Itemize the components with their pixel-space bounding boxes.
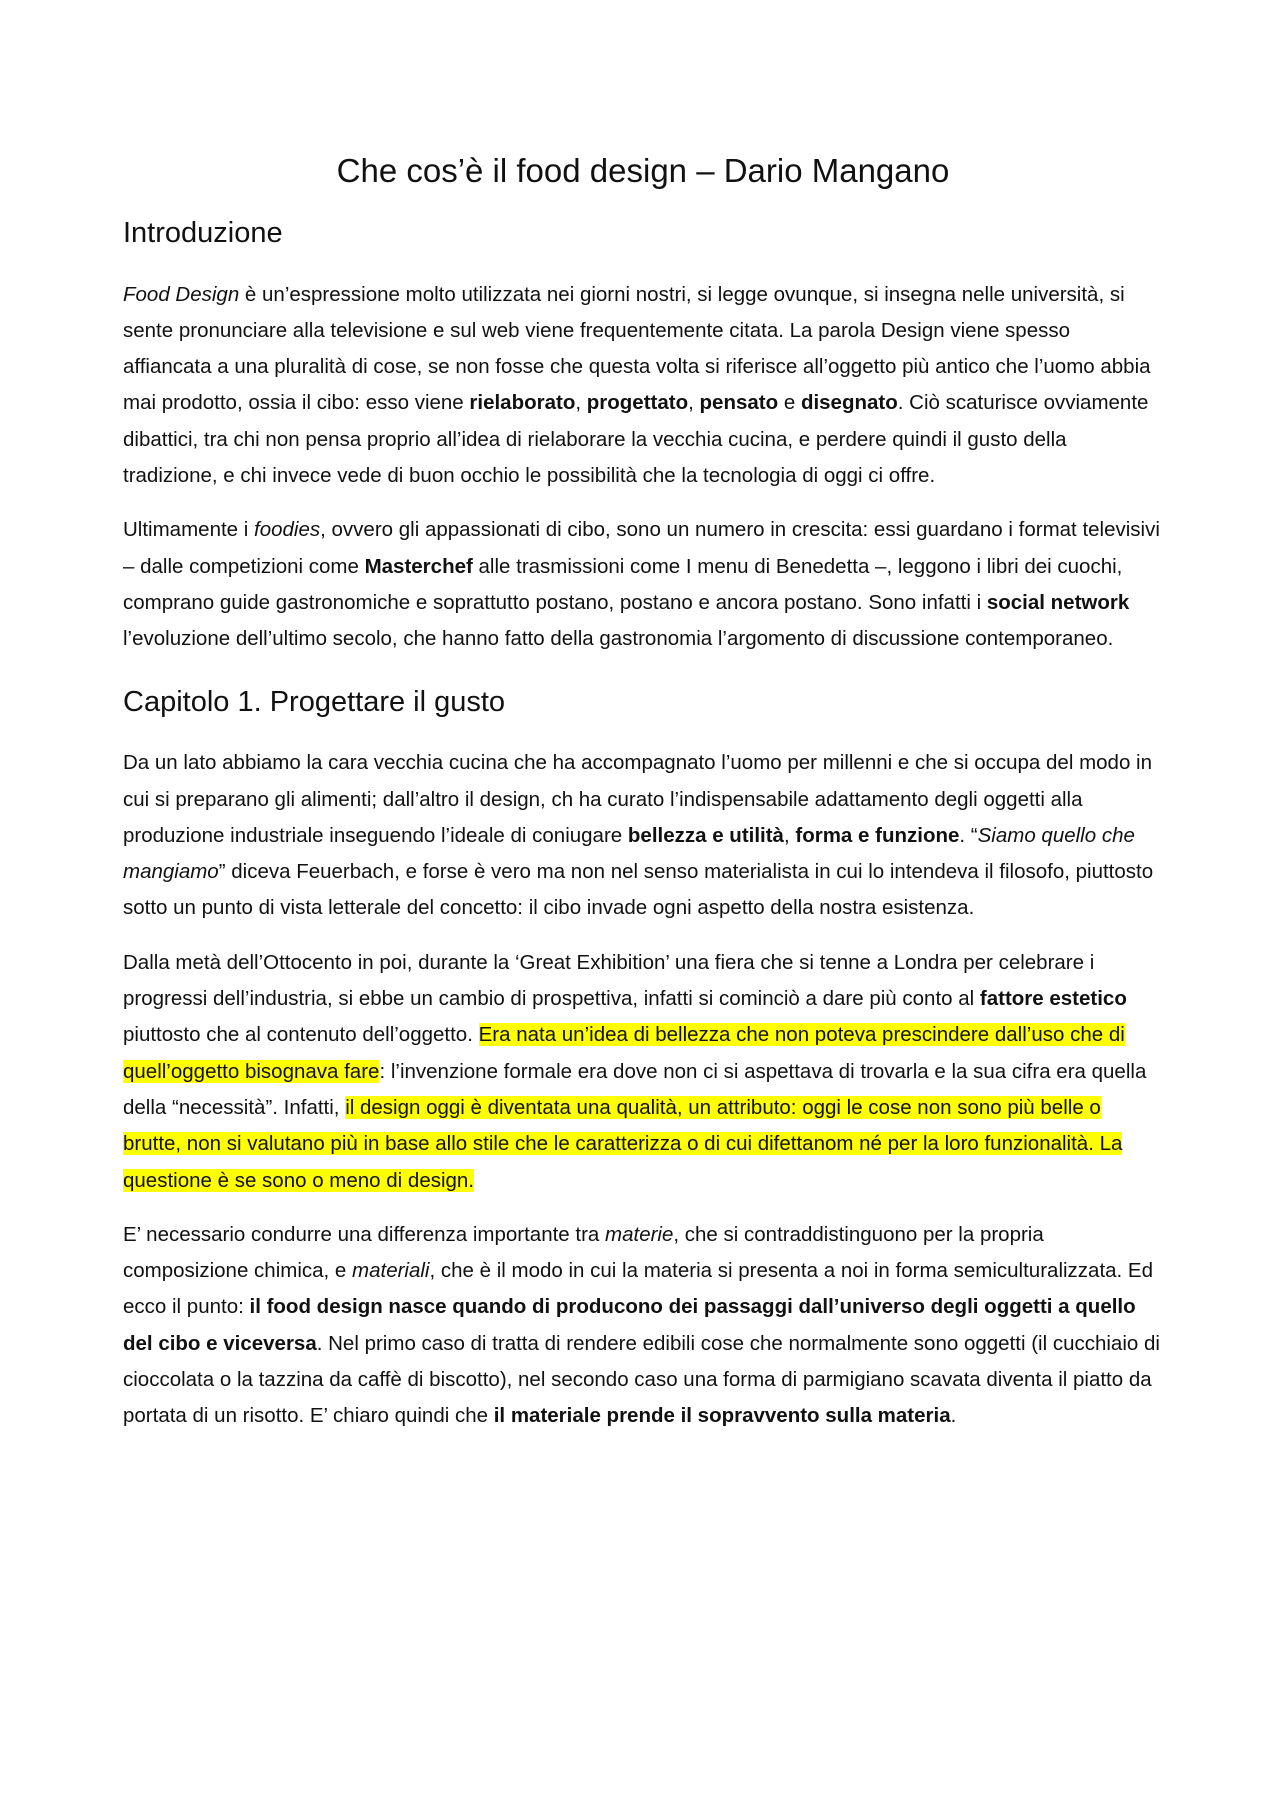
document-page: [123, 150, 1163, 1461]
text-run: .: [950, 1404, 957, 1428]
text-run: e: [778, 391, 801, 415]
italic-text: Food Design: [123, 282, 240, 306]
section-heading: Capitolo 1. Progettare il gusto: [123, 685, 506, 718]
text-run: . Nel primo caso di tratta di rendere edibili cose che normalmente sono oggetti (il cucchiaio di cioccolata o la tazzina da caffè di biscotto), nel secondo caso una forma di parmigiano scavata diventa il piatto da portata di un risotto. E’ chiaro quindi che: [123, 1331, 1160, 1428]
paragraph: [123, 512, 1163, 657]
highlighted-text: il design oggi è diventata una qualità, un attributo: oggi le cose non sono più belle o brutte, non si valutano più in base allo stile che le caratterizza o di cui difettanom né per la loro funzionalità. La questione è se sono o meno di design.: [123, 1095, 1123, 1192]
italic-text: foodies: [254, 518, 321, 542]
text-run: . Ciò scaturisce ovviamente dibattici, tra chi non pensa proprio all’idea di rielaborare la vecchia cucina, e perdere quindi il gusto della tradizione, e chi invece vede di buon occhio le possibilità che la tecnologia di oggi ci offre.: [123, 391, 1149, 488]
text-run: ,: [575, 391, 587, 415]
bold-text: il materiale prende il sopravvento sulla materia: [493, 1404, 951, 1428]
bold-text: il food design nasce quando di producono dei passaggi dall’universo degli oggetti a quello del cibo e viceversa: [123, 1295, 1136, 1355]
bold-text: forma e funzione: [795, 823, 960, 847]
text-run: Da un lato abbiamo la cara vecchia cucina che ha accompagnato l’uomo per millenni e che si occupa del modo in cui si preparano gli alimenti; dall’altro il design, ch ha curato l’indispensabile adattamento degli oggetti alla produzione industriale inseguendo l’ideale di coniugare: [123, 751, 1153, 847]
text-run: ” diceva Feuerbach, e forse è vero ma non nel senso materialista in cui lo intendeva il filosofo, piuttosto sotto un punto di vista letterale del concetto: il cibo invade ogni aspetto della nostra esistenza.: [123, 860, 1154, 920]
text-run: , che è il modo in cui la materia si presenta a noi in forma semiculturalizzata. Ed ecco il punto:: [123, 1259, 1154, 1319]
bold-text: progettato: [586, 391, 689, 415]
bold-text: pensato: [699, 391, 779, 415]
text-run: , che si contraddistinguono per la propria composizione chimica, e: [123, 1222, 1044, 1283]
bold-text: fattore estetico: [979, 987, 1127, 1011]
text-run: l’evoluzione dell’ultimo secolo, che hanno fatto della gastronomia l’argomento di discussione contemporaneo.: [123, 627, 1114, 651]
text-run: ,: [783, 823, 796, 847]
text-run: piuttosto che al contenuto dell’oggetto.: [123, 1023, 479, 1047]
bold-text: Masterchef: [364, 554, 473, 578]
bold-text: social network: [986, 590, 1130, 614]
paragraph: [123, 277, 1163, 495]
text-run: E’ necessario condurre una differenza importante tra: [123, 1222, 606, 1246]
text-run: : l’invenzione formale era dove non ci si aspettava di trovarla e la sua cifra era quella della “necessità”. Infatti,: [123, 1059, 1147, 1119]
text-run: è un’espressione molto utilizzata nei giorni nostri, si legge ovunque, si insegna nelle università, si sente pronunciare alla televisione e sul web viene frequentemente citata. La parola Design viene spesso affiancata a una pluralità di cose, se non fosse che questa volta si riferisce all’oggetto più antico che l’uomo abbia mai prodotto, ossia il cibo: esso viene: [123, 282, 1151, 415]
section-heading: Introduzione: [123, 216, 283, 249]
text-run: alle trasmissioni come I menu di Benedetta –, leggono i libri dei cuochi, comprano guide gastronomiche e soprattutto postano, postano e ancora postano. Sono infatti i: [123, 554, 1123, 614]
bold-text: bellezza e utilità: [627, 823, 784, 847]
text-run: ,: [688, 391, 700, 415]
text-run: , ovvero gli appassionati di cibo, sono un numero in crescita: essi guardano i format televisivi – dalle competizioni come: [123, 518, 1160, 578]
paragraph: [123, 745, 1163, 926]
paragraph: [123, 945, 1163, 1199]
text-run: Dalla metà dell’Ottocento in poi, durante la ‘Great Exhibition’ una fiera che si tenne a Londra per celebrare i progressi dell’industria, si ebbe un cambio di prospettiva, infatti si cominciò a dare più conto al: [123, 950, 1095, 1011]
italic-text: Siamo quello che mangiamo: [123, 823, 1135, 884]
document-body: [123, 215, 1163, 1435]
text-run: . “: [959, 823, 978, 847]
paragraph: [123, 1217, 1163, 1435]
italic-text: materiali: [352, 1259, 430, 1283]
bold-text: rielaborato: [469, 391, 576, 415]
italic-text: materie: [605, 1222, 674, 1246]
bold-text: disegnato: [800, 391, 898, 415]
highlighted-text: Era nata un’idea di bellezza che non poteva prescindere dall’uso che di quell’oggetto bisognava fare: [123, 1023, 1125, 1083]
document-title: Che cos’è il food design – Dario Mangano: [336, 152, 950, 189]
text-run: Ultimamente i: [123, 518, 255, 542]
